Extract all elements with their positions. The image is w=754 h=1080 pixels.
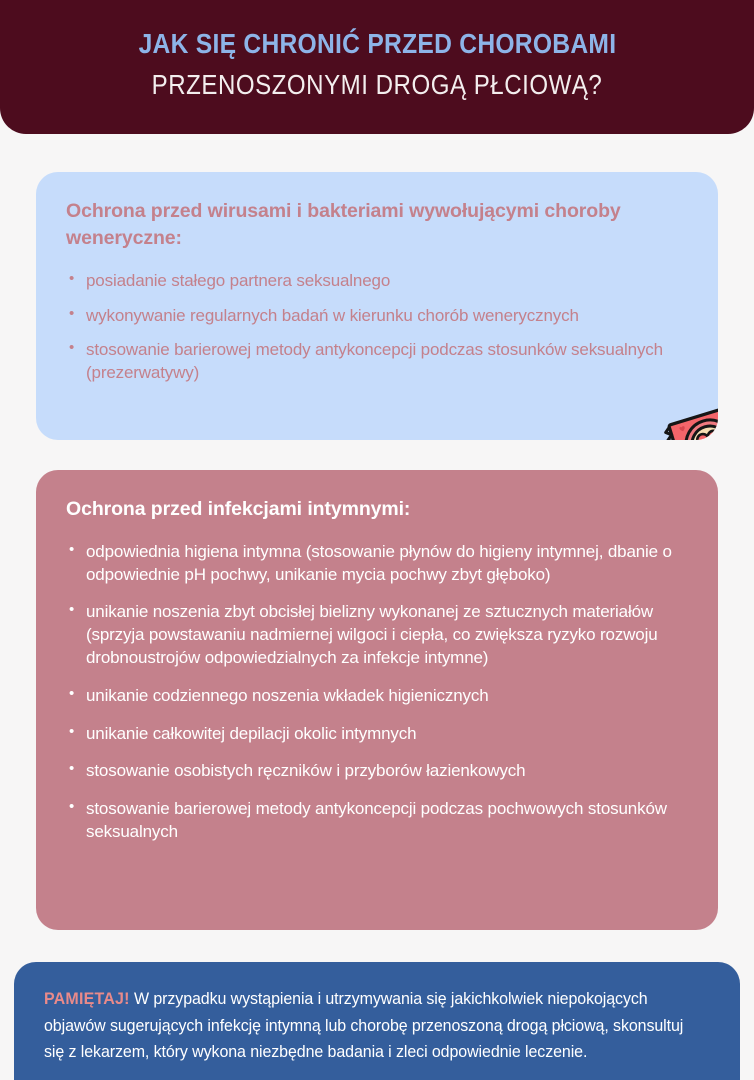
footer-reminder-bar [14,962,740,1080]
list-item: • wykonywanie regularnych badań w kierunku chorób wenerycznych [66,305,688,328]
card-std-content [36,172,718,385]
card-std-bullet-list [66,270,688,385]
page-title-line-2: PRZENOSZONYMI DROGĄ PŁCIOWĄ? [151,69,603,100]
page-header [0,0,754,134]
card-intimate-title: Ochrona przed infekcjami intymnymi: [66,498,411,520]
list-item: • unikanie całkowitej depilacji okolic intymnych [66,723,688,746]
list-item: • unikanie codziennego noszenia wkładek higienicznych [66,685,688,708]
footer-reminder-label: PAMIĘTAJ! [44,990,130,1008]
card-intimate-infection-protection [36,470,718,930]
card-std-protection [36,172,718,440]
card-intimate-bullet-list [66,541,688,844]
list-item: • stosowanie osobistych ręczników i przyborów łazienkowych [66,760,688,783]
list-item: • stosowanie barierowej metody antykoncepcji podczas stosunków seksualnych (prezerwatywy) [66,339,688,385]
list-item: • stosowanie barierowej metody antykoncepcji podczas pochwowych stosunków seksualnych [66,798,688,844]
card-std-title: Ochrona przed wirusami i bakteriami wywołującymi choroby weneryczne: [66,200,621,249]
list-item: • unikanie noszenia zbyt obcisłej bielizny wykonanej ze sztucznych materiałów (sprzyja powstawaniu nadmiernej wilgoci i ciepła, co zwiększa ryzyko rozwoju drobnoustrojów odpowiedzialnych za infekcje intymne) [66,601,688,669]
page-title-line-1: JAK SIĘ CHRONIĆ PRZED CHOROBAMI [138,27,616,59]
condom-packet-icon [664,400,718,440]
card-intimate-content [36,470,718,844]
footer-reminder-body: W przypadku wystąpienia i utrzymywania się jakichkolwiek niepokojących objawów sugerujących infekcję intymną lub chorobę przenoszoną drogą płciową, skonsultuj się z lekarzem, który wykona niezbędne badania i zleci odpowiednie leczenie. [44,990,684,1062]
list-item: • posiadanie stałego partnera seksualnego [66,270,688,293]
list-item: • odpowiednia higiena intymna (stosowanie płynów do higieny intymnej, dbanie o odpowiednie pH pochwy, unikanie mycia pochwy zbyt głęboko) [66,541,688,587]
footer-reminder-text [44,986,690,1066]
